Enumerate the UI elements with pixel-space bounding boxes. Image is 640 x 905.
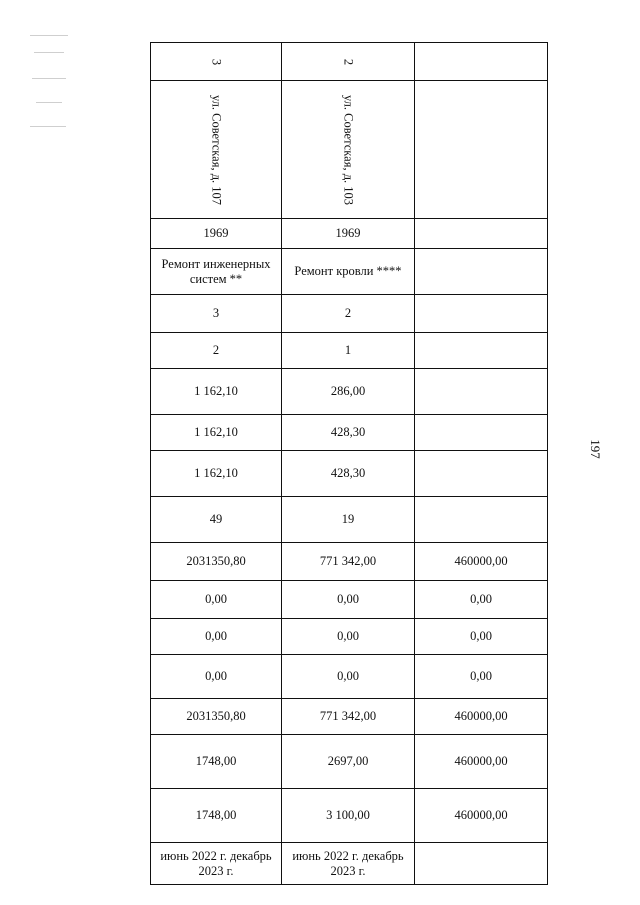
table-cell: ул. Советская, д. 103 [282, 81, 415, 219]
table-cell: 1748,00 [151, 735, 282, 789]
table-cell: 49 [151, 497, 282, 543]
table-cell: 3 100,00 [282, 789, 415, 843]
table-cell [415, 43, 548, 81]
table-cell: Ремонт инженерных систем ** [151, 249, 282, 295]
table-cell [415, 497, 548, 543]
table-row [151, 581, 548, 619]
table-cell [415, 843, 548, 885]
table-cell: 0,00 [415, 619, 548, 655]
table-cell: 0,00 [151, 655, 282, 699]
table-cell: 460000,00 [415, 735, 548, 789]
table-cell [415, 249, 548, 295]
table-row [151, 249, 548, 295]
table-cell: 460000,00 [415, 789, 548, 843]
table-cell: 3 [151, 43, 282, 81]
table-cell: 1969 [282, 219, 415, 249]
table-row [151, 81, 548, 219]
table-cell: 19 [282, 497, 415, 543]
table-cell [415, 81, 548, 219]
table-cell: 0,00 [282, 655, 415, 699]
table-cell: 2 [151, 333, 282, 369]
table-cell: 1 [282, 333, 415, 369]
table-row [151, 735, 548, 789]
table-cell: 0,00 [282, 581, 415, 619]
table-cell [415, 415, 548, 451]
table-cell: 2697,00 [282, 735, 415, 789]
table-cell: 0,00 [151, 619, 282, 655]
table-cell [415, 295, 548, 333]
table-cell: 0,00 [415, 655, 548, 699]
table-row [151, 333, 548, 369]
table-cell: 428,30 [282, 415, 415, 451]
table-cell: 0,00 [282, 619, 415, 655]
budget-table [150, 42, 548, 885]
table-cell: 1 162,10 [151, 451, 282, 497]
table-cell [415, 451, 548, 497]
table-row [151, 543, 548, 581]
table-row [151, 295, 548, 333]
table-cell [415, 333, 548, 369]
table-cell: июнь 2022 г. декабрь 2023 г. [282, 843, 415, 885]
table-cell: 1748,00 [151, 789, 282, 843]
table-row [151, 655, 548, 699]
table-cell: ул. Советская, д. 107 [151, 81, 282, 219]
table-cell: 2 [282, 43, 415, 81]
table-cell: 460000,00 [415, 543, 548, 581]
page-number: 197 [587, 439, 603, 459]
table-cell: 2 [282, 295, 415, 333]
table-cell: 1 162,10 [151, 415, 282, 451]
table-row [151, 619, 548, 655]
table-cell: 2031350,80 [151, 543, 282, 581]
table-cell: 0,00 [151, 581, 282, 619]
table-row [151, 219, 548, 249]
table-cell: 460000,00 [415, 699, 548, 735]
table-cell: 428,30 [282, 451, 415, 497]
table-cell: 771 342,00 [282, 543, 415, 581]
table-cell: 0,00 [415, 581, 548, 619]
table-cell: 1969 [151, 219, 282, 249]
table-cell: Ремонт кровли **** [282, 249, 415, 295]
scan-artifact [30, 30, 75, 145]
table-cell: 771 342,00 [282, 699, 415, 735]
table-row [151, 415, 548, 451]
table-row [151, 451, 548, 497]
table-row [151, 43, 548, 81]
table-cell: 2031350,80 [151, 699, 282, 735]
table-row [151, 699, 548, 735]
table-cell: 286,00 [282, 369, 415, 415]
table-row [151, 369, 548, 415]
table-cell: 3 [151, 295, 282, 333]
table-cell [415, 219, 548, 249]
table-row [151, 497, 548, 543]
table-cell [415, 369, 548, 415]
table-cell: 1 162,10 [151, 369, 282, 415]
table-row [151, 789, 548, 843]
table-row [151, 843, 548, 885]
table-cell: июнь 2022 г. декабрь 2023 г. [151, 843, 282, 885]
